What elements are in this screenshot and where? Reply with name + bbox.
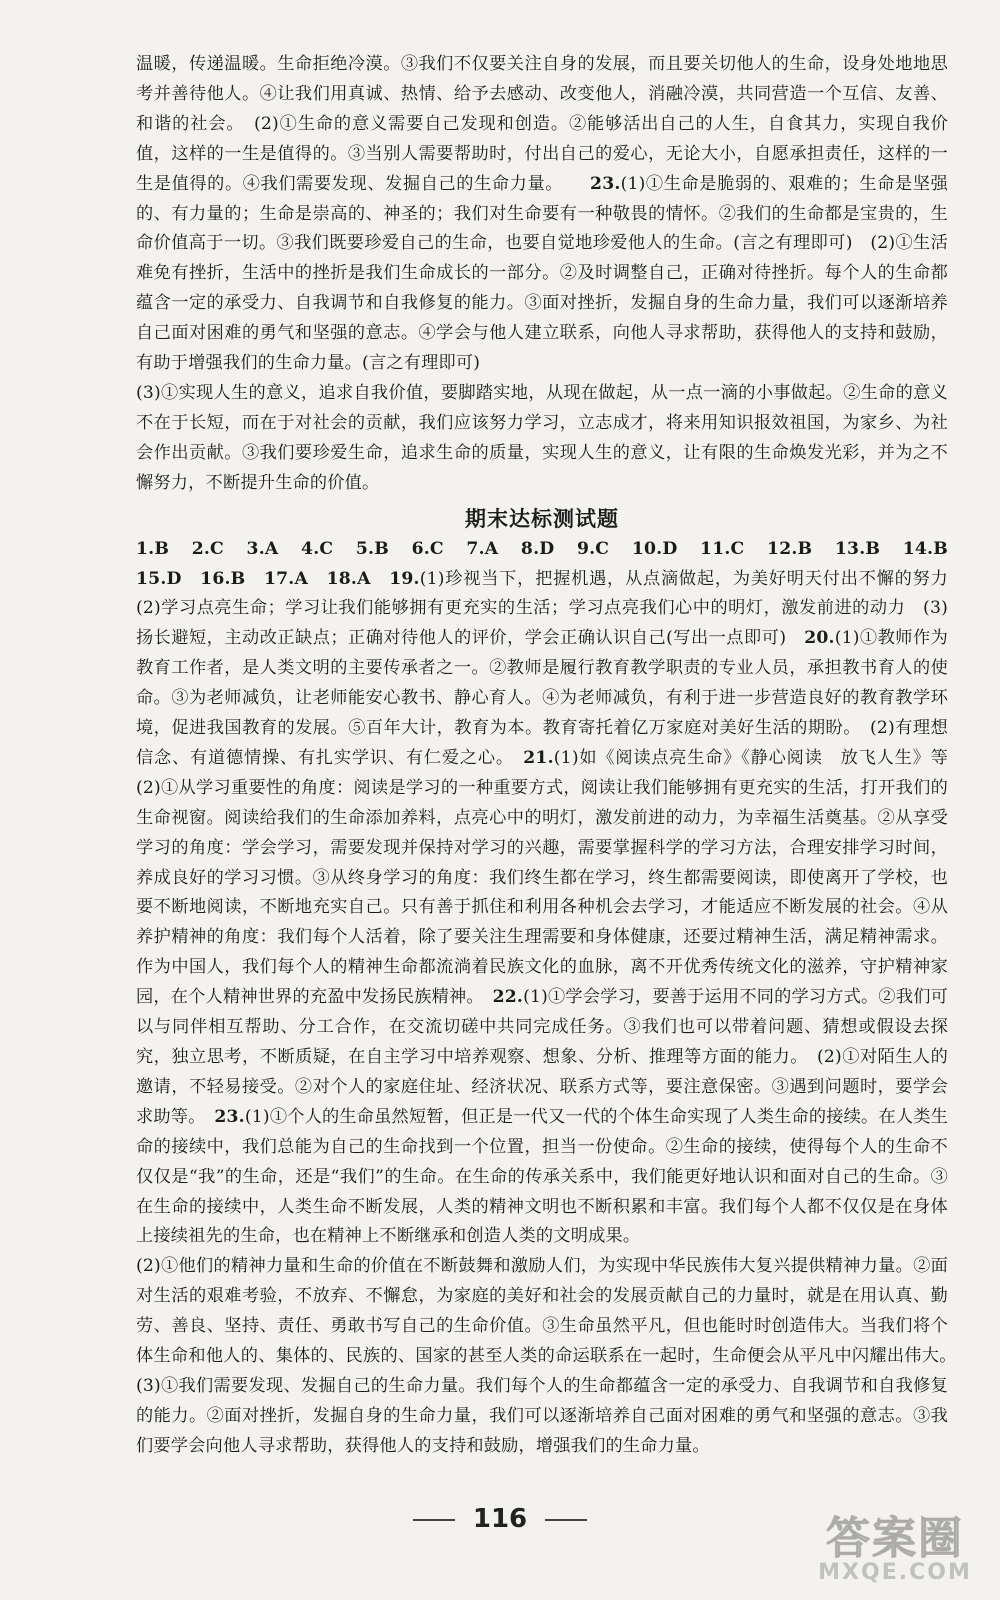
answer-item: 3.A [246,538,279,559]
paragraph-q23-part3: (3)①实现人生的意义，追求自我价值，要脚踏实地，从现在做起，从一点一滴的小事做起。②生命的意义不在于长短，而在于对社会的贡献，我们应该努力学习，立志成才，将来用知识报效祖国，为家乡、为社会作出贡献。③我们要珍爱生命，追求生命的质量，实现人生的意义，让有限的生命焕发光彩，并为之不懈努力，不断提升生命的价值。 [136,382,948,493]
multiple-choice-answers [136,535,948,565]
answer-item: 5.B [355,538,389,559]
answer-item: 9.C [576,538,610,559]
paragraph-q23-part2: (2)①他们的精神力量和生命的价值在不断鼓舞和激励人们，为实现中华民族伟大复兴提供精神力量。②面对生活的艰难考验，不放弃、不懈怠，为家庭的美好和社会的发展贡献自己的力量时，就是在用认真、勤劳、善良、坚持、责任、勇敢书写自己的生命价值。③生命虽然平凡，但也能时时创造伟大。当我们将个体生命和他人的、集体的、民族的、国家的甚至人类的命运联系在一起时，生命便会从平凡中闪耀出伟大。 (3)①我们需要发现、发掘自己的生命力量。我们每个人的生命都蕴含一定的承受力、自我调节和自我修复的能力。②面对挫折，发掘自身的生命力量，我们可以逐渐培养自己面对困难的勇气和坚强的意志。③我们要学会向他人寻求帮助，获得他人的支持和鼓励，增强我们的生命力量。 [136,1256,966,1456]
section-title: 期末达标测试题 [465,505,619,531]
watermark-logo: 答案圈 [826,1513,964,1564]
answer-page [136,50,966,1462]
answer-item: 8.D [520,538,555,559]
answer-item: 2.C [191,538,224,559]
paragraph-q22-continued: 温暖，传递温暖。生命拒绝冷漠。③我们不仅要关注自身的发展，而且要关切他人的生命，设身处地地思考并善待他人。④让我们用真诚、热情、给予去感动、改变他人，消融冷漠，共同营造一个互信、友善、和谐的社会。 (2)①生命的意义需要自己发现和创造。②能够活出自己的人生，自食其力，实现自我价值，这样的一生是值得的。③当别人需要帮助时，付出自己的爱心，无论大小，自愿承担责任，这样的一生是值得的。④我们需要发现、发掘自己的生命力量。 23.(1)①生命是脆弱的、艰难的；生命是坚强的、有力量的；生命是崇高的、神圣的；我们对生命要有一种敬畏的情怀。②我们的生命都是宝贵的，生命价值高于一切。③我们既要珍爱自己的生命，也要自觉地珍爱他人的生命。(言之有理即可) (2)①生活难免有挫折，生活中的挫折是我们生命成长的一部分。②及时调整自己，正确对待挫折。每个人的生命都蕴含一定的承受力、自我调节和自我修复的能力。③面对挫折，发掘自身的生命力量，我们可以逐渐培养自己面对困难的勇气和坚强的意志。④学会与他人建立联系，向他人寻求帮助，获得他人的支持和鼓励，有助于增强我们的生命力量。(言之有理即可) [136,54,948,374]
page-number: 116 [0,1504,1000,1534]
answer-item: 4.C [301,538,334,559]
multiple-choice-answers-cont: 15.D 16.B 17.A 18.A [136,568,390,589]
answer-item: 7.A [466,538,499,559]
watermark-domain: MXQE.COM [818,1560,972,1585]
question-number: 20. [804,628,835,649]
question-number: 19. [389,568,420,589]
question-number: 21. [523,747,554,768]
paragraph-answers-15-23: 15.D 16.B 17.A 18.A 19.(1)珍视当下，把握机遇，从点滴做起，为美好明天付出不懈的努力 (2)学习点亮生命；学习让我们能够拥有更充实的生活；学习点亮我们心中的明灯，激发前进的动力 (3)扬长避短，主动改正缺点；正确对待他人的评价，学会正确认识自己(写出一点即可) 20.(1)①教师作为教育工作者，是人类文明的主要传承者之一。②教师是履行教育教学职责的专业人员，承担教书育人的使命。③为老师减负，让老师能安心教书、静心育人。④为老师减负，有利于进一步营造良好的教育教学环境，促进我国教育的发展。⑤百年大计，教育为本。教育寄托着亿万家庭对美好生活的期盼。 (2)有理想信念、有道德情操、有扎实学识、有仁爱之心。 21.(1)如《阅读点亮生命》《静心阅读 放飞人生》等 (2)①从学习重要性的角度：阅读是学习的一种重要方式，阅读让我们能够拥有更充实的生活，打开我们的生命视窗。阅读给我们的生命添加养料，点亮心中的明灯，激发前进的动力，为幸福生活奠基。②从享受学习的角度：学会学习，需要发现并保持对学习的兴趣，需要掌握科学的学习方法，合理安排学习时间，养成良好的学习习惯。③从终身学习的角度：我们终生都在学习，终生都需要阅读，即使离开了学校，也要不断地阅读，不断地充实自己。只有善于抓住和利用各种机会去学习，才能适应不断发展的社会。④从养护精神的角度：我们每个人活着，除了要关注生理需要和身体健康，还要过精神生活，满足精神需求。作为中国人，我们每个人的精神生命都流淌着民族文化的血脉，离不开优秀传统文化的滋养，守护精神家园，在个人精神世界的充盈中发扬民族精神。 22.(1)①学会学习，要善于运用不同的学习方式。②我们可以与同伴相互帮助、分工合作，在交流切磋中共同完成任务。③我们也可以带着问题、猜想或假设去探究，独立思考，不断质疑，在自主学习中培养观察、想象、分析、推理等方面的能力。 (2)①对陌生人的邀请，不轻易接受。②对个人的家庭住址、经济状况、联系方式等，要注意保密。③遇到问题时，要学会求助等。 23.(1)①个人的生命虽然短暂，但正是一代又一代的个体生命实现了人类生命的接续。在人类生命的接续中，我们总能为自己的生命找到一个位置，担当一份使命。②生命的接续，使得每个人的生命不仅仅是“我”的生命，还是“我们”的生命。在生命的传承关系中，我们能更好地认识和面对自己的生命。③在生命的接续中，人类生命不断发展，人类的精神文明也不断积累和丰富。我们每个人都不仅仅是在身体上接续祖先的生命，也在精神上不断继承和创造人类的文明成果。 [136,568,966,1247]
question-number: 22. [492,987,524,1008]
answer-item: 1.B [136,538,170,559]
question-number: 23. [590,173,621,194]
page-number-dash [545,1519,587,1521]
page-number-dash [413,1519,455,1521]
watermark [810,1502,980,1585]
answer-item: 12.B [767,538,813,559]
answer-item: 11.C [700,538,745,559]
answer-item: 6.C [411,538,444,559]
answer-item: 13.B [834,538,881,559]
answer-item: 14.B [902,538,948,559]
answer-item: 10.D [631,538,678,559]
question-number: 23. [214,1106,245,1127]
